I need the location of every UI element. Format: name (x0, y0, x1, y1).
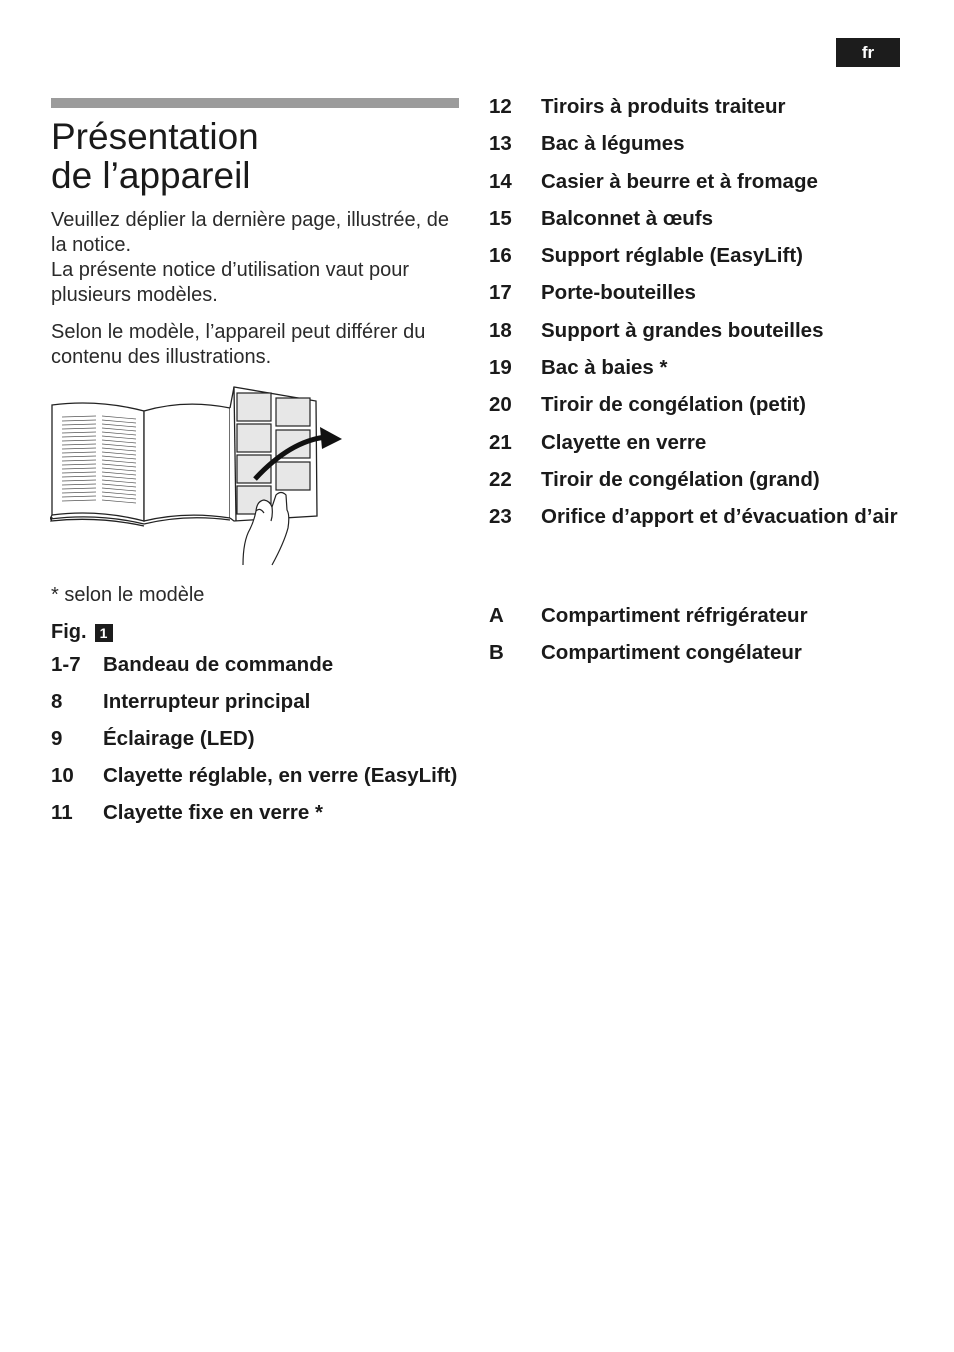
language-tab: fr (836, 38, 900, 67)
item-label: Compartiment congélateur (541, 641, 802, 664)
intro-paragraph-3: Selon le modèle, l’appareil peut différer du contenu des illustrations. (51, 321, 426, 368)
list-item (489, 430, 899, 455)
item-number: 17 (489, 281, 512, 305)
page-title (51, 117, 461, 195)
list-item (489, 131, 899, 156)
list-item (489, 392, 899, 417)
component-list-right (489, 94, 899, 542)
item-label: Bandeau de commande (103, 653, 334, 676)
item-number: 11 (51, 801, 73, 824)
list-item (489, 504, 899, 529)
list-item (51, 763, 461, 788)
item-label: Tiroirs à produits traiteur (541, 95, 786, 118)
item-label: Clayette fixe en verre * (103, 801, 323, 824)
item-label: Compartiment réfrigérateur (541, 604, 808, 627)
item-label: Clayette réglable, en verre (EasyLift) (103, 764, 458, 787)
item-number: 12 (489, 95, 512, 118)
item-number: 8 (51, 690, 63, 713)
item-label: Tiroir de congélation (petit) (541, 393, 806, 417)
list-item (489, 280, 899, 305)
item-label: Bac à légumes (541, 132, 685, 156)
item-number: 13 (489, 132, 512, 156)
list-item (489, 206, 899, 231)
intro-paragraph-2: La présente notice d’utilisation vaut pour plusieurs modèles. (51, 259, 410, 306)
item-number: 21 (489, 430, 512, 454)
item-number: 23 (489, 505, 512, 529)
intro-text (51, 208, 461, 370)
item-number: 1-7 (51, 653, 81, 676)
compartment-list (489, 603, 899, 677)
section-rule (51, 98, 459, 108)
item-number: 20 (489, 393, 512, 417)
item-number: 14 (489, 169, 512, 193)
figure-label: Fig. (51, 621, 87, 643)
item-label: Support réglable (EasyLift) (541, 244, 803, 268)
component-list-left (51, 652, 461, 837)
list-item (489, 94, 899, 119)
item-label: Casier à beurre et à fromage (541, 169, 818, 193)
list-item (489, 467, 899, 492)
list-item (489, 355, 899, 380)
item-letter: A (489, 604, 504, 627)
list-item (51, 689, 461, 714)
item-number: 18 (489, 318, 512, 342)
item-label: Orifice d’apport et d’évacuation d’air (541, 505, 898, 529)
item-number: 22 (489, 467, 512, 491)
item-number: 16 (489, 244, 512, 268)
item-number: 10 (51, 764, 74, 787)
list-item (489, 243, 899, 268)
item-label: Interrupteur principal (103, 690, 311, 713)
item-label: Support à grandes bouteilles (541, 318, 824, 342)
item-letter: B (489, 641, 504, 664)
list-item (489, 318, 899, 343)
figure-reference (51, 621, 113, 644)
list-item (51, 652, 461, 677)
item-label: Clayette en verre (541, 430, 707, 454)
list-item (489, 603, 899, 628)
list-item (489, 169, 899, 194)
item-number: 9 (51, 727, 63, 750)
list-item (51, 726, 461, 751)
list-item (489, 640, 899, 665)
item-number: 19 (489, 356, 512, 380)
item-label: Balconnet à œufs (541, 206, 713, 230)
unfold-manual-illustration (50, 383, 350, 568)
item-label: Éclairage (LED) (103, 727, 255, 750)
title-line-1: Présentation (51, 116, 259, 157)
list-item (51, 800, 461, 825)
figure-number-badge: 1 (95, 624, 113, 642)
item-label: Porte-bouteilles (541, 281, 696, 305)
item-label: Bac à baies * (541, 356, 668, 380)
intro-paragraph-1: Veuillez déplier la dernière page, illustrée, de la notice. (51, 209, 450, 256)
item-number: 15 (489, 206, 512, 230)
footnote: * selon le modèle (51, 584, 205, 606)
title-line-2: de l’appareil (51, 155, 251, 196)
item-label: Tiroir de congélation (grand) (541, 467, 820, 491)
